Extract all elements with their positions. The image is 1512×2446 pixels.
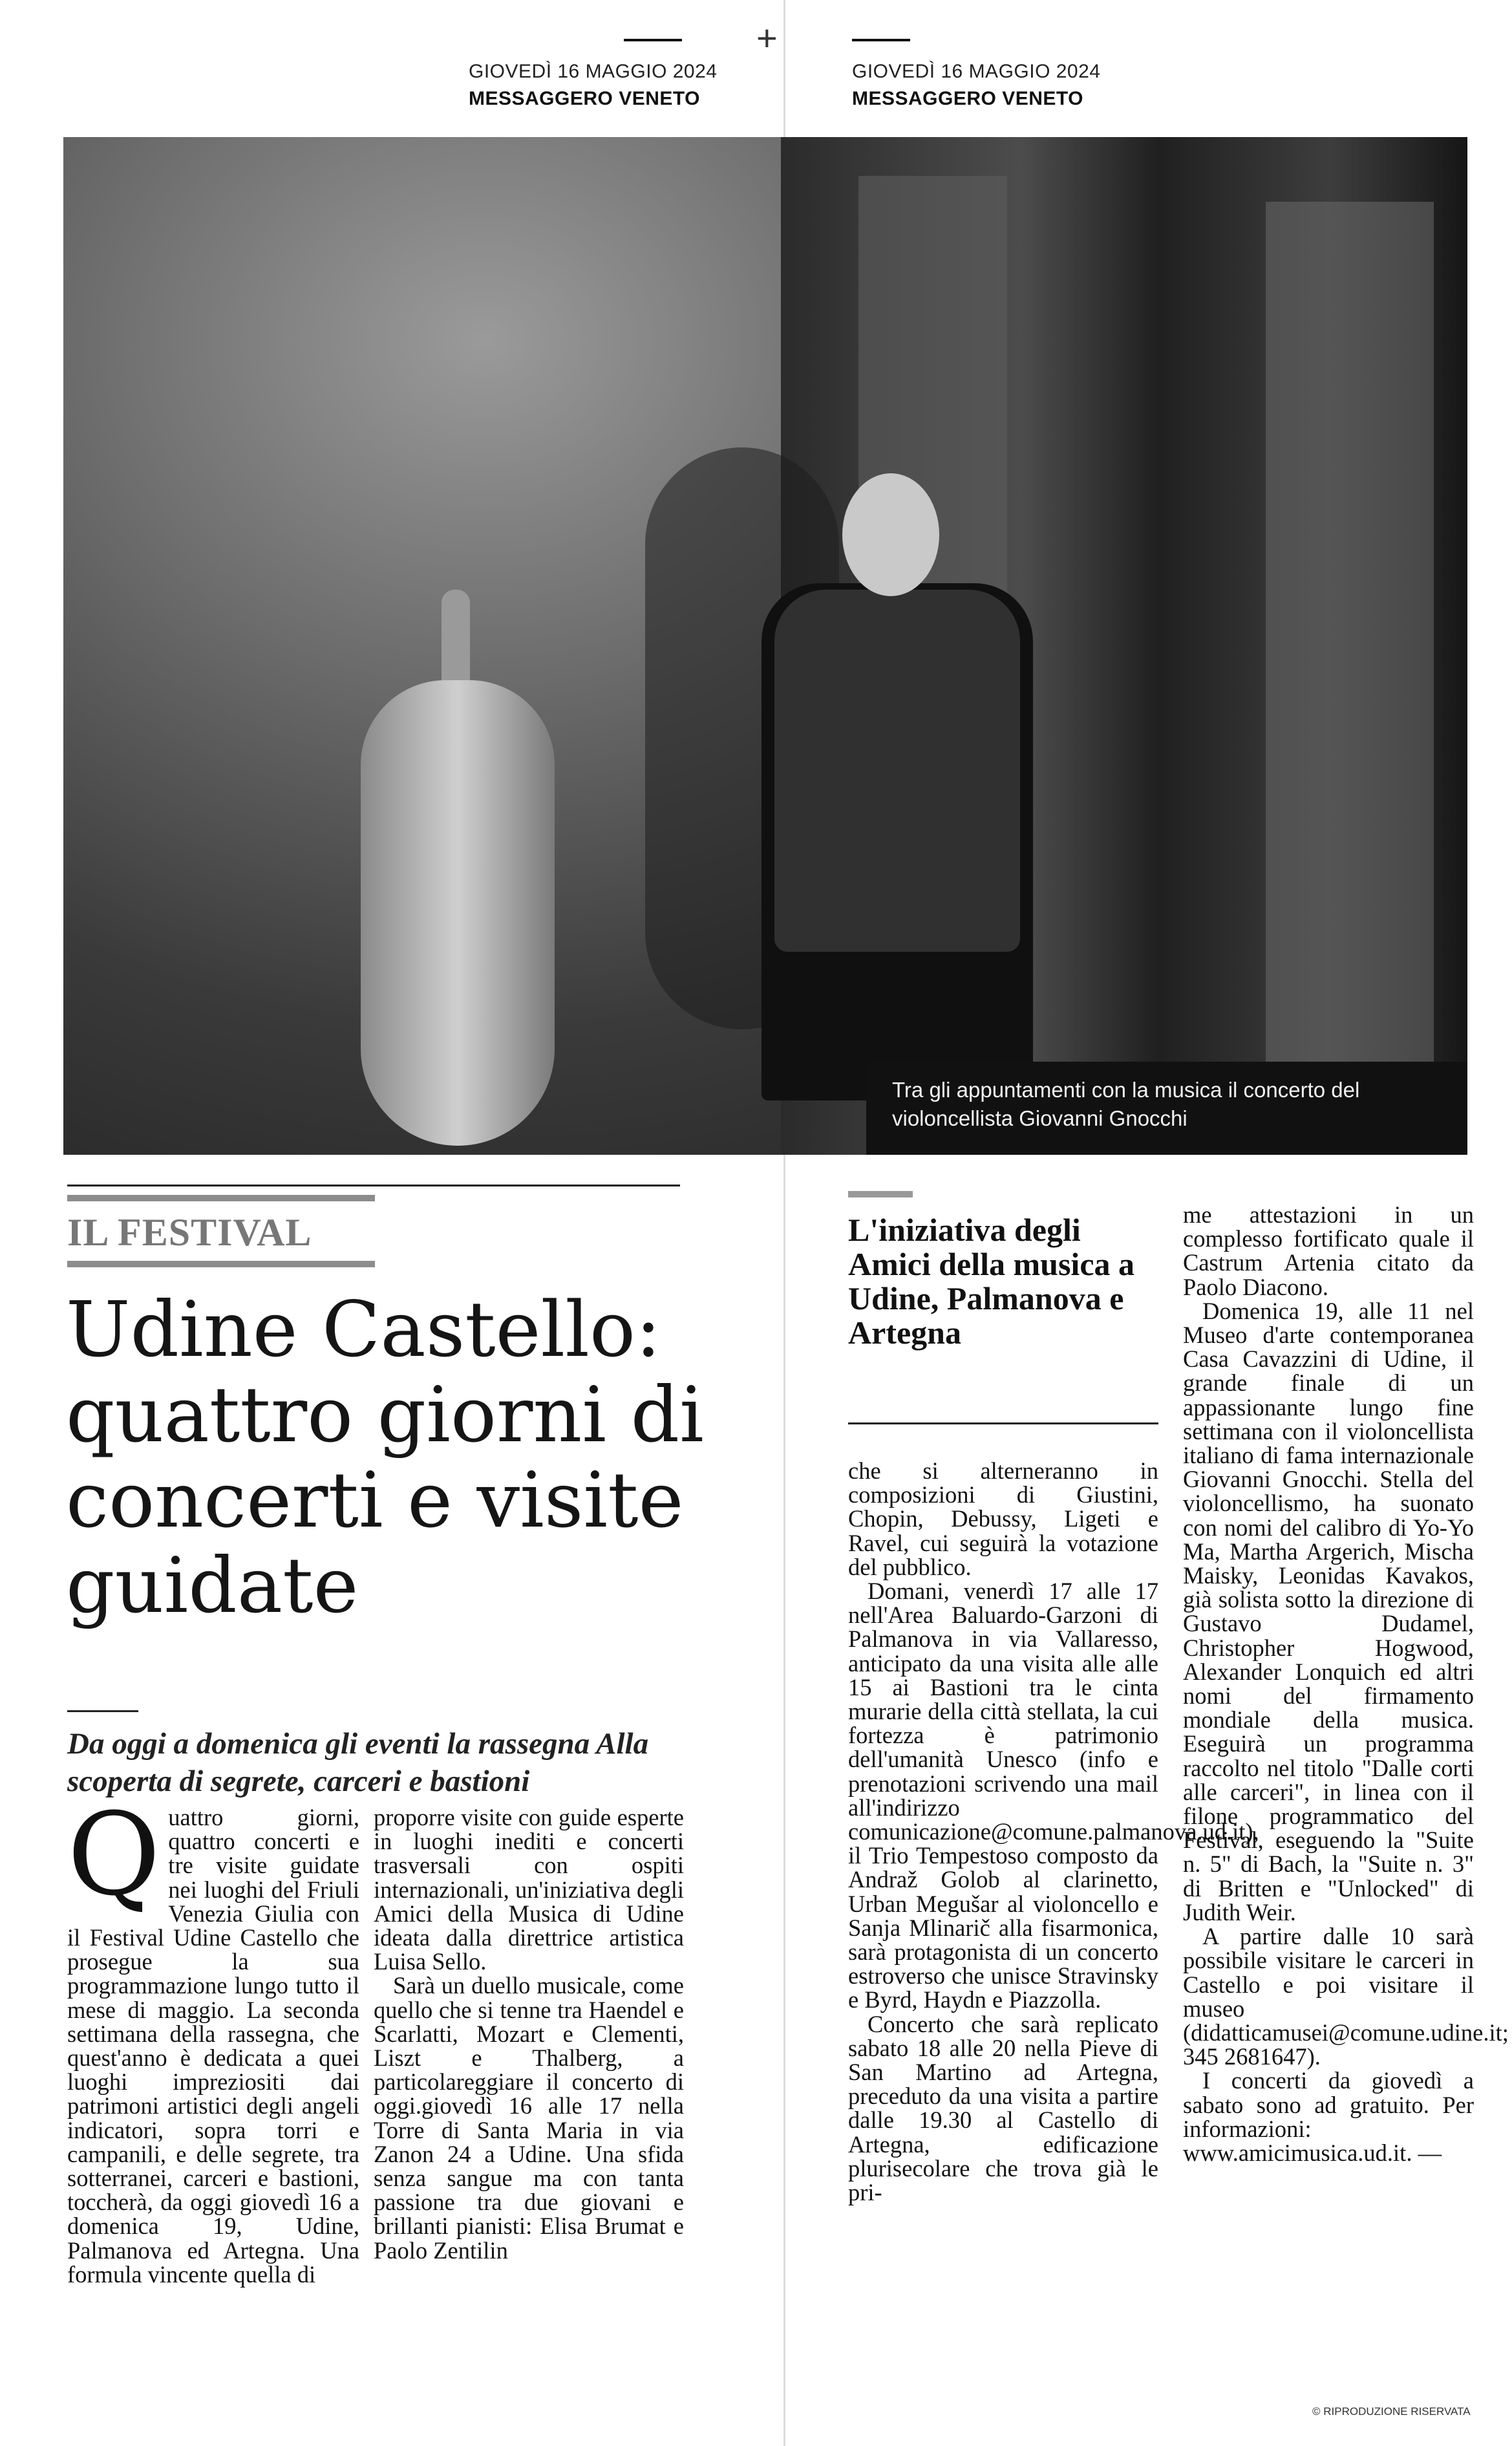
copyright-notice: © RIPRODUZIONE RISERVATA [1312, 2405, 1471, 2418]
article-deck: Da oggi a domenica gli eventi la rassegna Alla scoperta di segrete, carceri e bastioni [67, 1727, 649, 1798]
photo-caption: Tra gli appuntamenti con la musica il concerto del violoncellista Giovanni Gnocchi [866, 1062, 1467, 1155]
body-paragraph: Concerto che sarà replicato sabato 18 alle 20 nella Pieve di San Martino ad Artegna, preceduto da una visita a partire dalle 19.30 al Castello di Artegna, edificazione plurisecolare che trova già le pri- [848, 2010, 1158, 2206]
header-publication: MESSAGGERO VENETO [852, 88, 1084, 109]
page-header-left [469, 39, 717, 110]
photo-wall-panel [1266, 202, 1434, 1107]
body-text: uattro giorni, quattro concerti e tre visite guidate nei luoghi del Friuli Venezia Giulia con il Festival Udine Castello che prosegue la sua programmazione lungo tutto il mese di maggio. La seconda settimana della rassegna, che quest'anno è dedicata a quei luoghi impreziositi dai patrimoni artistici degli angeli indicatori, sopra torri e campanili, e delle segrete, tra sotterranei, carceri e bastioni, toccherà, da oggi giovedì 16 a domenica 19, Udine, Palmanova ed Artegna. Una formula vincente quella di [67, 1804, 359, 2288]
side-headline: L'iniziativa degli Amici della musica a Udine, Palmanova e Artegna [848, 1212, 1135, 1351]
body-paragraph: Sarà un duello musicale, come quello che si tenne tra Haendel e Scarlatti, Mozart e Clementi, Liszt e Thalberg, a particolareggiare il concerto di oggi.giovedì 16 alle 17 nella Torre di Santa Maria in via Zanon 24 a Udine. Una sfida senza sangue ma con tanta passione tra due giovani e brillanti pianisti: Elisa Brumat e Paolo Zentilin [374, 1972, 684, 2264]
article-column-4 [1183, 1201, 1509, 2166]
header-date: GIOVEDÌ 16 MAGGIO 2024 [469, 61, 718, 82]
kicker-bar [67, 1261, 375, 1267]
sidehead-rule [848, 1191, 913, 1197]
cellist-jacket [774, 590, 1020, 952]
page-header-right [852, 39, 1100, 110]
body-paragraph: A partire dalle 10 sarà possibile visitare le carceri in Castello e poi visitare il museo (didatticamusei@comune.udine.it; 345 2681647). [1183, 1923, 1509, 2070]
body-paragraph: Domenica 19, alle 11 nel Museo d'arte contemporanea Casa Cavazzini di Udine, il grande finale di un appassionante lungo fine settimana con il violoncellista italiano di fama internazionale Giovanni Gnocchi. Stella del violoncellismo, ha suonato con nomi del calibro di Yo-Yo Ma, Martha Argerich, Mischa Maisky, Leonidas Kavakos, già solista sotto la direzione di Gustavo Dudamel, Christopher Hogwood, Alexander Lonquich ed altri nomi del firmamento mondiale della musica. Eseguirà un programma raccolto nel titolo "Dalle corti alle carceri", in linea con il filone programmatico del Festival, eseguendo la "Suite n. 5" di Bach, la "Suite n. 3" di Britten e "Unlocked" di Judith Weir. [1183, 1297, 1474, 1926]
article-column-1 [67, 1788, 359, 2288]
article-kicker: IL FESTIVAL [67, 1211, 312, 1254]
header-publication: MESSAGGERO VENETO [469, 88, 701, 109]
kicker-bar [67, 1195, 375, 1201]
cellist-head [842, 473, 939, 596]
body-paragraph: che si alterneranno in composizioni di Giustini, Chopin, Debussy, Ligeti e Ravel, cui seguirà la votazione del pubblico. [848, 1457, 1158, 1580]
deck-rule [67, 1710, 138, 1712]
section-rule [67, 1185, 680, 1186]
cello-case [361, 680, 555, 1146]
sidehead-underline [848, 1422, 1158, 1424]
drop-cap: Q [67, 1788, 161, 1921]
header-date: GIOVEDÌ 16 MAGGIO 2024 [852, 61, 1101, 82]
crop-mark: + [756, 17, 778, 58]
header-rule [852, 39, 910, 41]
article-headline: Udine Castello: quattro giorni di concerti e visite guidate [66, 1285, 704, 1630]
article-column-2 [374, 1805, 684, 2262]
body-paragraph: Domani, venerdì 17 alle 17 nell'Area Baluardo-Garzoni di Palmanova in via Vallaresso, anticipato da una visita alle alle 15 ai Bastioni tra le cinta murarie della città stellata, la cui fortezza è patrimonio dell'umanità Unesco (info e prenotazioni scrivendo una mail all'indirizzo comunicazione@comune.palmanova.ud.it), il Trio Tempestoso composto da Andraž Golob al clarinetto, Urban Megušar al violoncello e Sanja Mlinarič alla fisarmonica, sarà protagonista di un concerto estroverso che unisce Stravinsky e Byrd, Haydn e Piazzolla. [848, 1578, 1259, 2013]
article-column-3 [848, 1457, 1259, 2206]
body-paragraph: me attestazioni in un complesso fortificato quale il Castrum Artenia citato da Paolo Diacono. [1183, 1201, 1474, 1300]
cellist-photo [63, 137, 1467, 1155]
body-paragraph: proporre visite con guide esperte in luoghi inediti e concerti trasversali con ospiti internazionali, un'iniziativa degli Amici della Musica di Udine ideata dalla direttrice artistica Luisa Sello. [374, 1804, 684, 1975]
header-rule [624, 39, 682, 41]
body-paragraph: I concerti da giovedì a sabato sono ad gratuito. Per informazioni: www.amicimusica.ud.it. — [1183, 2067, 1474, 2166]
